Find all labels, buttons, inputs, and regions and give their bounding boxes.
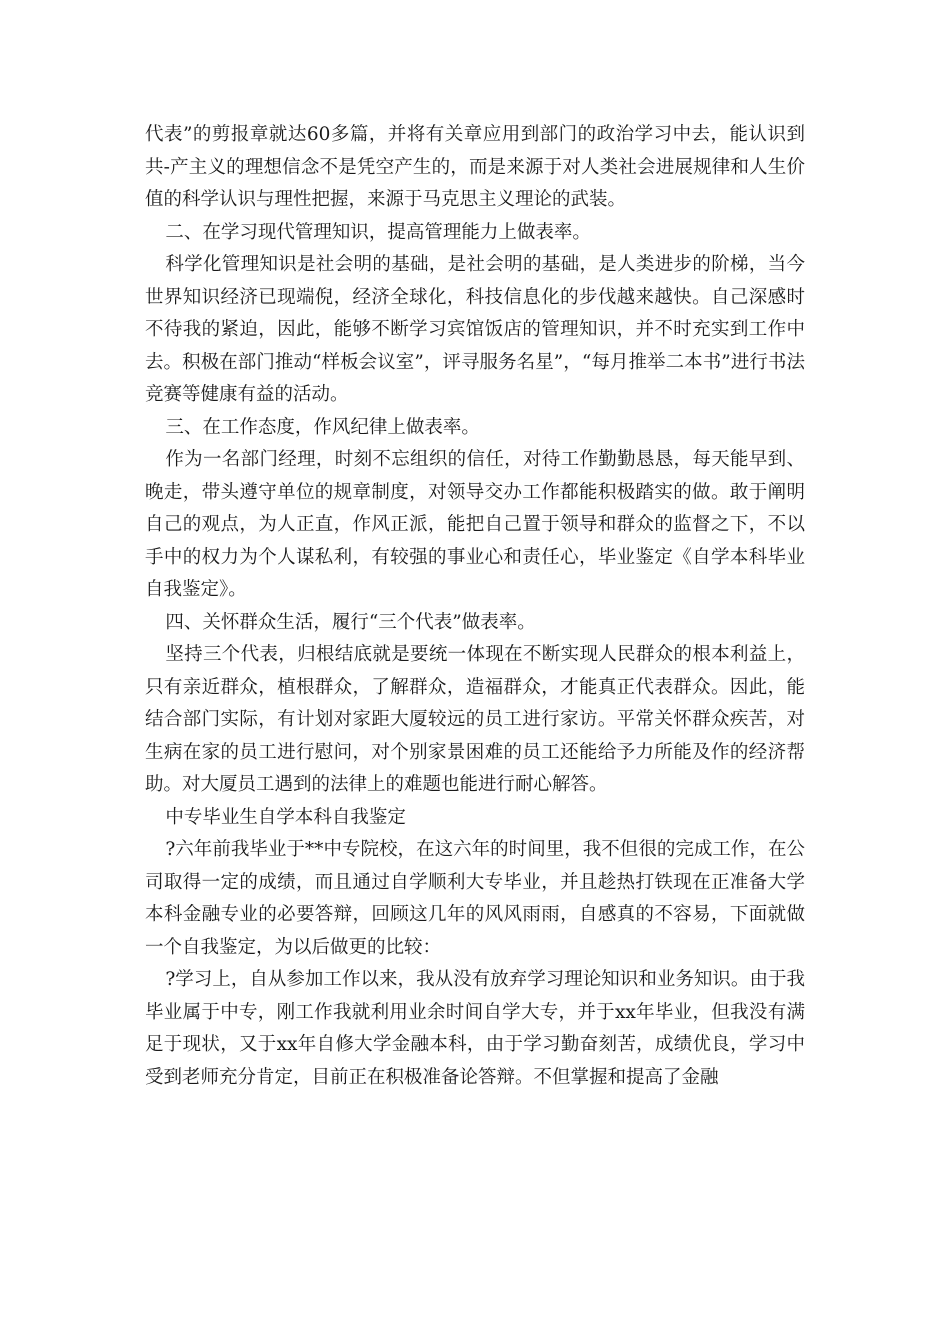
paragraph-work-attitude: 作为一名部门经理，时刻不忘组织的信任，对待工作勤勤恳恳，每天能早到、晚走，带头遵守单位的规章制度，对领导交办工作都能积极踏实的做。敢于阐明自己的观点，为人正直，作风正派，能把自己置于领导和群众的监督之下，不以手中的权力为个人谋私利，有较强的事业心和责任心，毕业鉴定《自学本科毕业自我鉴定》。 [145,449,805,600]
paragraph-management: 科学化管理知识是社会明的基础，是社会明的基础，是人类进步的阶梯，当今世界知识经济已现端倪，经济全球化，科技信息化的步伐越来越快。自己深感时不待我的紧迫，因此，能够不断学习宾馆饭店的管理知识，并不时充实到工作中去。积极在部门推动“样板会议室”，评寻服务名星”，“每月推举二本书”进行书法竞赛等健康有益的活动。 [145,254,805,405]
heading-section-2: 二、在学习现代管理知识，提高管理能力上做表率。 [165,221,591,243]
paragraph-study: ?学习上，自从参加工作以来，我从没有放弃学习理论知识和业务知识。由于我毕业属于中专，刚工作我就利用业余时间自学大专，并于xx年毕业，但我没有满足于现状，又于xx年自修大学金融本科，由于学习勤奋刻苦，成绩优良，学习中受到老师充分肯定，目前正在积极准备论答辩。不但掌握和提高了金融 [145,969,805,1088]
heading-section-3: 三、在工作态度，作风纪律上做表率。 [165,416,480,438]
heading-section-4: 四、关怀群众生活，履行“三个代表”做表率。 [165,611,536,633]
document-body [145,119,805,1094]
paragraph-intro: ?六年前我毕业于**中专院校，在这六年的时间里，我不但很的完成工作，在公司取得一定的成绩，而且通过自学顺利大专毕业，并且趁热打铁现在正准备大学本科金融专业的必要答辩，回顾这几年的风风雨雨，自感真的不容易，下面就做一个自我鉴定，为以后做更的比较： [145,839,805,958]
paragraph-masses: 坚持三个代表，归根结底就是要统一体现在不断实现人民群众的根本利益上，只有亲近群众，植根群众，了解群众，造福群众，才能真正代表群众。因此，能结合部门实际，有计划对家距大厦较远的员工进行家访。平常关怀群众疾苦，对生病在家的员工进行慰问，对个别家景困难的员工还能给予力所能及作的经济帮助。对大厦员工遇到的法律上的难题也能进行耐心解答。 [145,644,805,795]
paragraph-continued: 代表”的剪报章就达60多篇，并将有关章应用到部门的政治学习中去，能认识到共-产主义的理想信念不是凭空产生的，而是来源于对人类社会进展规律和人生价值的科学认识与理性把握，来源于马克思主义理论的武装。 [145,124,805,210]
document-subtitle: 中专毕业生自学本科自我鉴定 [165,806,406,828]
